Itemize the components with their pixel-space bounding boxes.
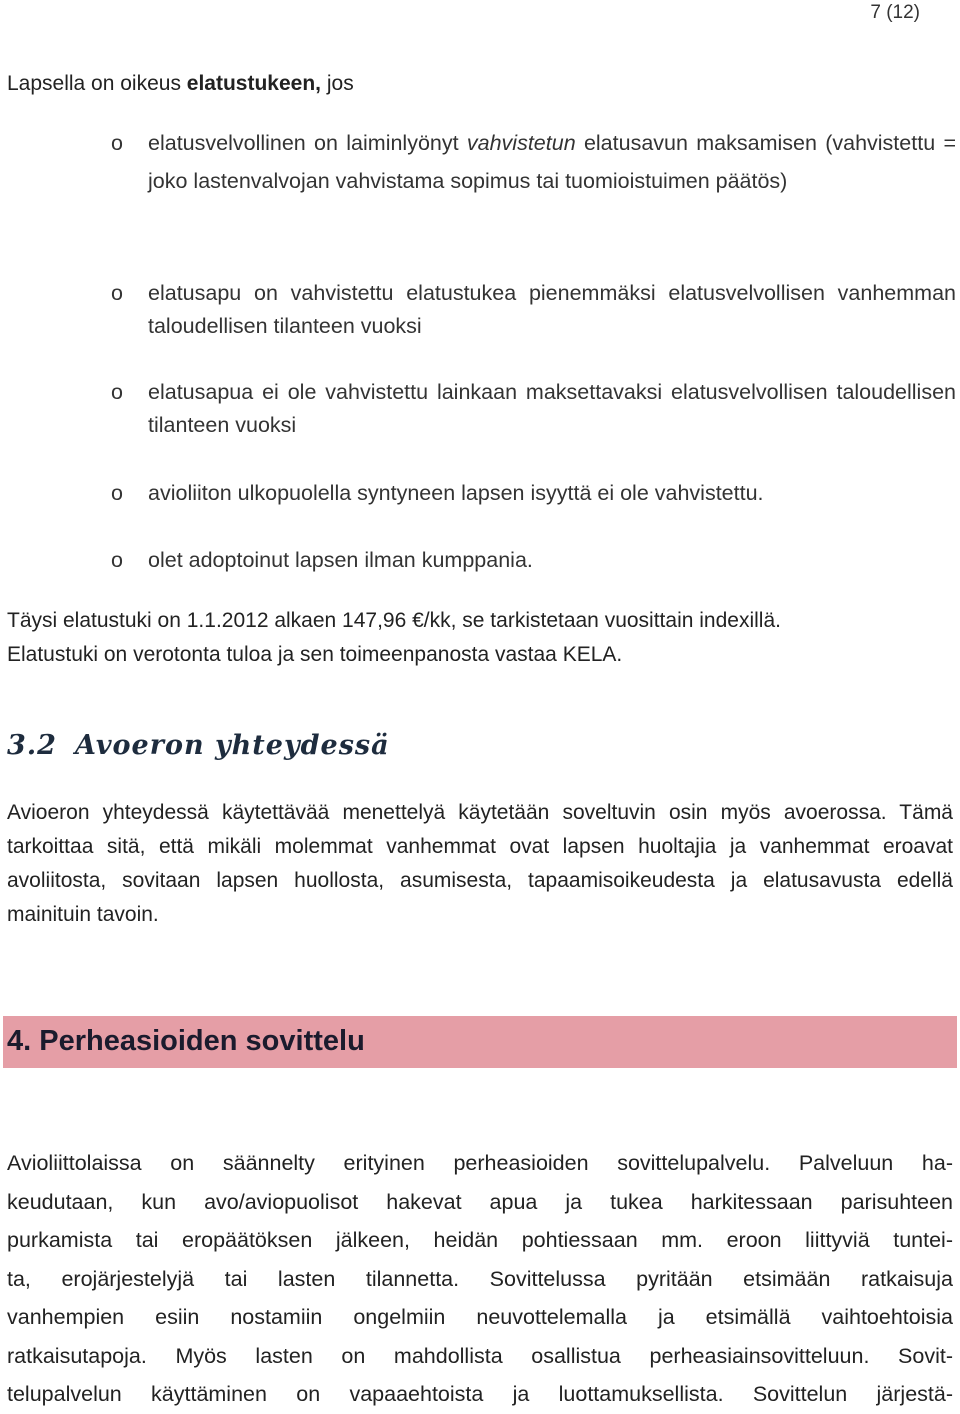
mediation-line: purkamista tai eropäätöksen jälkeen, heidän pohtiessaan mm. eroon liittyviä tuntei- <box>7 1228 953 1252</box>
mediation-paragraph <box>7 1144 953 1414</box>
list-item-text-italic: vahvistetun <box>466 131 576 155</box>
intro-prefix: Lapsella on oikeus <box>7 72 187 95</box>
list-item-text-pre: elatusvelvollinen on laiminlyönyt <box>148 131 467 155</box>
section-title: Avoeron yhteydessä <box>74 730 390 761</box>
mediation-line: ta, erojärjestelyjä tai lasten tilannetta. Sovittelussa pyritään etsimään ratkaisuja <box>7 1266 953 1291</box>
bullet-marker: o <box>111 548 123 572</box>
list-item-text: olet adoptoinut lapsen ilman kumppania. <box>148 548 533 572</box>
full-support-line: Täysi elatustuki on 1.1.2012 alkaen 147,96 €/kk, se tarkistetaan vuosittain indexillä. <box>7 609 781 632</box>
avoero-paragraph: Avioeron yhteydessä käytettävää menettelyä käytetään soveltuvin osin myös avoerossa. Tämä tarkoittaa sitä, että mikäli molemmat vanhemmat ovat lapsen huoltajia ja vanhemmat eroavat avoliitosta, sovitaan lapsen huollosta, asumisesta, tapaamisoikeudesta ja elatusavusta edellä mainituin tavoin. <box>7 801 953 926</box>
mediation-line: keudutaan, kun avo/aviopuolisot hakevat apua ja tukea harkitessaan parisuhteen <box>7 1189 953 1214</box>
list-item-text <box>148 124 956 200</box>
bullet-marker: o <box>111 481 123 505</box>
list-item-text: elatusapu on vahvistettu elatustukea pienemmäksi elatusvelvollisen vanhemman taloudellisen tilanteen vuoksi <box>148 281 956 338</box>
page-number: 7 (12) <box>870 2 920 23</box>
list-item-text: avioliiton ulkopuolella syntyneen lapsen isyyttä ei ole vahvistettu. <box>148 481 764 505</box>
mediation-line: Avioliittolaissa on säännelty erityinen perheasioiden sovittelupalvelu. Palveluun ha- <box>7 1151 953 1175</box>
bullet-marker: o <box>111 131 123 155</box>
section-4-heading-band <box>3 1016 957 1068</box>
full-support-line: Elatustuki on verotonta tuloa ja sen toimeenpanosta vastaa KELA. <box>7 643 623 666</box>
list-item-text: elatusapua ei ole vahvistettu lainkaan maksettavaksi elatusvelvollisen taloudellisen tilanteen vuoksi <box>148 380 956 437</box>
list-item <box>111 541 956 579</box>
list-item <box>111 376 956 442</box>
mediation-line: telupalvelun käyttäminen on vapaaehtoista ja luottamuksellista. Sovittelun järjestä- <box>7 1382 953 1406</box>
list-item-text-post: elatusavun maksamisen (vahvistettu = joko lastenvalvojan vahvistama sopimus tai tuomioistuimen päätös) <box>148 131 956 193</box>
full-support-paragraph <box>7 604 953 672</box>
section-number: 3.2 <box>7 730 57 761</box>
mediation-line: vanhempien esiin nostamiin ongelmiin neuvottelemalla ja etsimällä vaihtoehtoisia <box>7 1305 953 1329</box>
bullet-marker: o <box>111 380 123 404</box>
intro-sentence <box>7 72 354 96</box>
section-heading-3-2 <box>7 730 390 761</box>
intro-bold-term: elatustukeen, <box>186 72 322 95</box>
list-item <box>111 474 956 512</box>
list-item <box>111 124 956 200</box>
intro-suffix: jos <box>321 72 354 95</box>
list-item <box>111 277 956 343</box>
section-4-title: 4. Perheasioiden sovittelu <box>7 1025 365 1057</box>
mediation-line: ratkaisutapoja. Myös lasten on mahdollista osallistua perheasiainsovitteluun. Sovit- <box>7 1343 953 1368</box>
bullet-marker: o <box>111 281 123 305</box>
